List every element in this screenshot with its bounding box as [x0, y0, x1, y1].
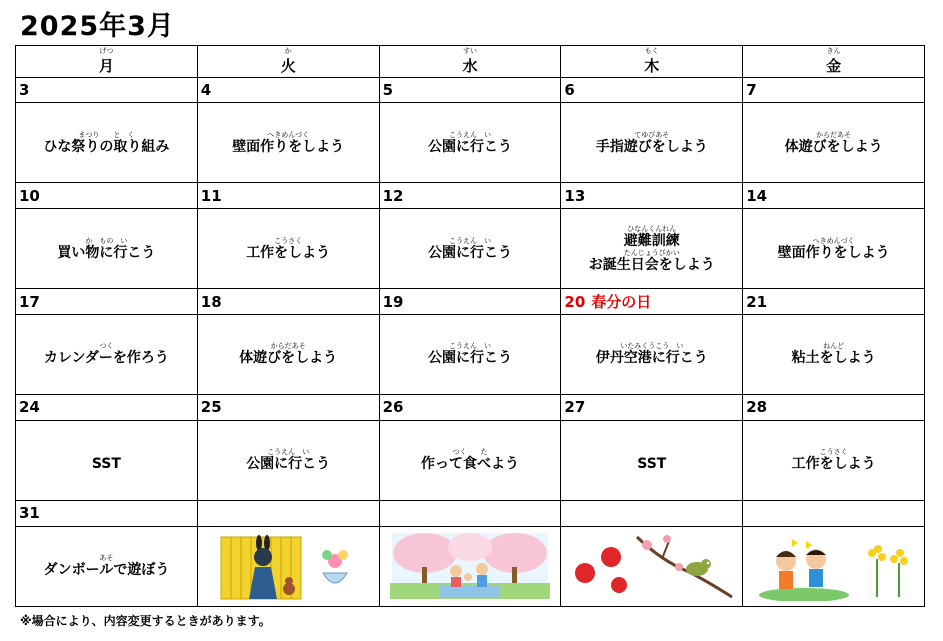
date-number-empty	[561, 501, 743, 526]
event-cell: こうえん い 公園に行こう	[197, 420, 379, 500]
date-number-empty	[379, 501, 561, 526]
date-number: 11	[197, 183, 379, 208]
date-row	[16, 289, 925, 314]
date-number: 3	[16, 77, 198, 102]
weekday-thu: もく 木	[561, 46, 743, 78]
date-number: 10	[16, 183, 198, 208]
event-cell: てゆびあそ 手指遊びをしよう	[561, 103, 743, 183]
date-number: 12	[379, 183, 561, 208]
date-number: 18	[197, 289, 379, 314]
event-cell: へきめんづく 壁面作りをしよう	[743, 208, 925, 288]
event-cell: まつり と く ひな祭りの取り組み	[16, 103, 198, 183]
event-cell: こうえん い 公園に行こう	[379, 314, 561, 394]
holiday-date-cell	[561, 289, 743, 314]
date-number: 27	[561, 395, 743, 420]
event-row	[16, 103, 925, 183]
event-cell: つく た 作って食べよう	[379, 420, 561, 500]
event-cell: あそ ダンボールで遊ぼう	[16, 526, 198, 606]
illustration-cell	[197, 526, 379, 606]
event-cell: へきめんづく 壁面作りをしよう	[197, 103, 379, 183]
date-number: 4	[197, 77, 379, 102]
event-row	[16, 208, 925, 288]
footnote: ※場合により、内容変更するときがあります。	[20, 614, 271, 628]
plum-blossom-bird-illustration	[567, 531, 737, 601]
event-cell: いたみくうこう い 伊丹空港に行こう	[561, 314, 743, 394]
event-cell: つく カレンダーを作ろう	[16, 314, 198, 394]
event-row	[16, 314, 925, 394]
date-number-empty	[197, 501, 379, 526]
weekday-mon: げつ 月	[16, 46, 198, 78]
weekday-tue: か 火	[197, 46, 379, 78]
date-row	[16, 183, 925, 208]
calendar-table	[15, 45, 925, 607]
weekday-header-row	[16, 46, 925, 78]
date-number: 13	[561, 183, 743, 208]
cherry-blossom-picnic-illustration	[390, 531, 550, 601]
date-number: 19	[379, 289, 561, 314]
event-cell: ねんど 粘土をしよう	[743, 314, 925, 394]
event-row	[16, 420, 925, 500]
event-cell: か もの い 買い物に行こう	[16, 208, 198, 288]
holiday-label: 春分の日	[591, 293, 652, 312]
event-cell: こうえん い 公園に行こう	[379, 208, 561, 288]
event-cell: こうさく 工作をしよう	[743, 420, 925, 500]
weekday-fri: きん 金	[743, 46, 925, 78]
date-number: 17	[16, 289, 198, 314]
illustration-cell	[743, 526, 925, 606]
event-cell: こうえん い 公園に行こう	[379, 103, 561, 183]
weekday-wed: すい 水	[379, 46, 561, 78]
date-row	[16, 395, 925, 420]
date-row	[16, 501, 925, 526]
date-number: 26	[379, 395, 561, 420]
date-number: 20	[564, 293, 586, 312]
event-cell: SST	[16, 420, 198, 500]
illustration-cell	[379, 526, 561, 606]
hina-doll-illustration	[213, 531, 363, 601]
date-number: 7	[743, 77, 925, 102]
date-number: 28	[743, 395, 925, 420]
date-number-empty	[743, 501, 925, 526]
date-number: 5	[379, 77, 561, 102]
event-cell: ひなんくんれん 避難訓練 たんじょうびかい お誕生日会をしよう	[561, 208, 743, 288]
illustration-cell	[561, 526, 743, 606]
date-row	[16, 77, 925, 102]
event-cell: からだあそ 体遊びをしよう	[197, 314, 379, 394]
date-number: 21	[743, 289, 925, 314]
date-number: 25	[197, 395, 379, 420]
event-cell: SST	[561, 420, 743, 500]
date-number: 31	[16, 501, 198, 526]
date-number: 6	[561, 77, 743, 102]
event-cell: こうさく 工作をしよう	[197, 208, 379, 288]
children-flowers-illustration	[754, 531, 914, 601]
page-title: 2025年3月	[20, 11, 175, 42]
event-cell: からだあそ 体遊びをしよう	[743, 103, 925, 183]
date-number: 14	[743, 183, 925, 208]
date-number: 24	[16, 395, 198, 420]
event-row	[16, 526, 925, 606]
